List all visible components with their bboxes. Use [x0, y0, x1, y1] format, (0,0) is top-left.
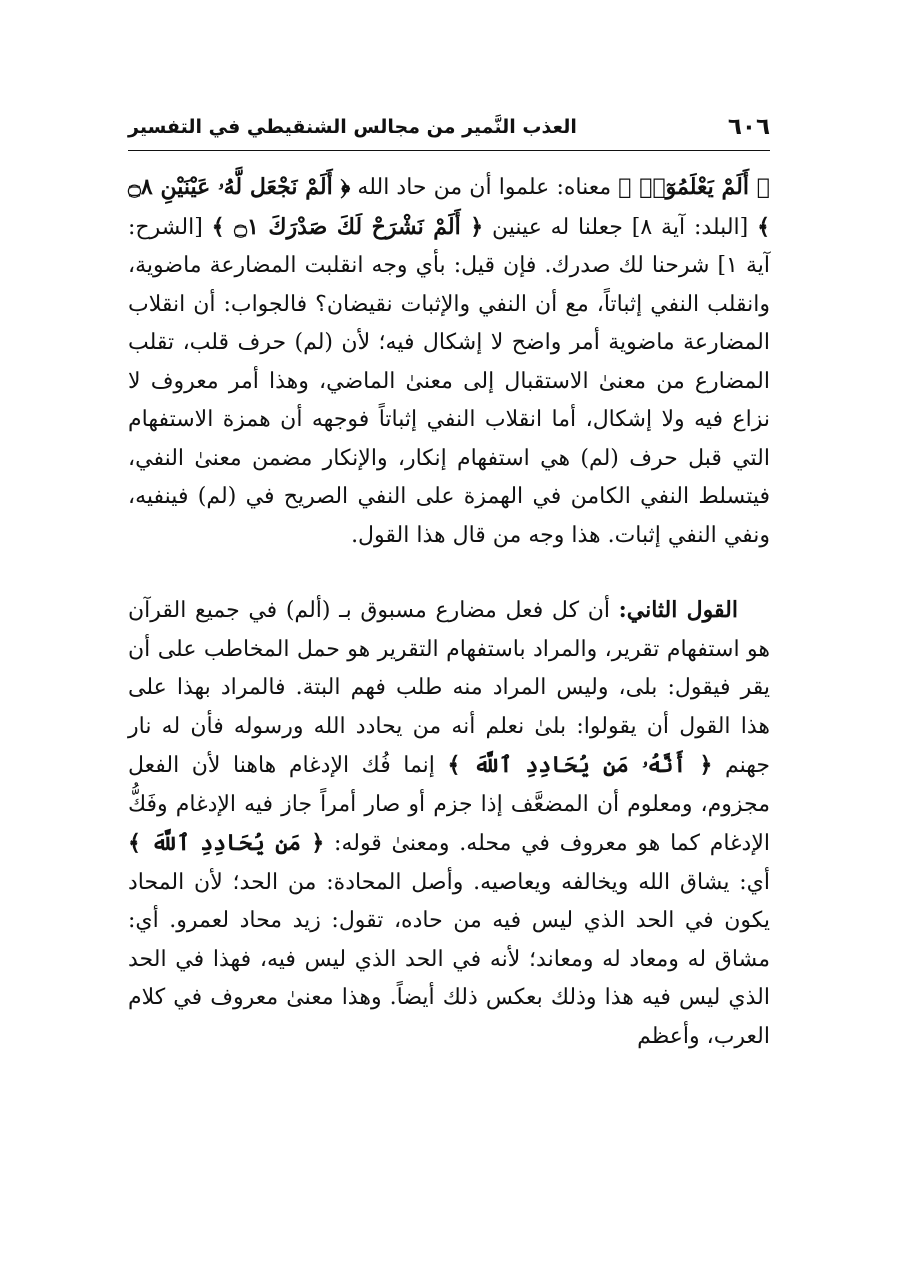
- page-body: [128, 168, 770, 1056]
- body-text: [الشرح: آية ١] شرحنا لك صدرك. فإن قيل: بأي وجه انقلبت المضارعة ماضوية، وانقلب النفي إثباتاً، مع أن النفي والإثبات نقيضان؟ فالجواب: أن انقلاب المضارعة ماضوية أمر واضح لا إشكال فيه؛ لأن (لم) حرف قلب، تقلب المضارع من معنىٰ الاستقبال إلى معنىٰ الماضي، وهذا أمر معروف لا نزاع فيه ولا إشكال، أما انقلاب النفي إثباتاً فوجهه أن همزة الاستفهام التي قبل حرف (لم) هي استفهام إنكار، والإنكار مضمن معنىٰ النفي، فيتسلط النفي الكامن في الهمزة على النفي الصريح في (لم) فينفيه، ونفي النفي إثبات. هذا وجه من قال هذا القول.: [128, 214, 770, 548]
- body-text: أي: يشاق الله ويخالفه ويعاصيه. وأصل المحادة: من الحد؛ لأن المحاد يكون في الحد الذي ليس فيه من حاده، تقول: زيد محاد لعمرو. أي: مشاق له ومعاد له ومعاند؛ لأنه في الحد الذي ليس فيه، فهذا في الحد الذي ليس فيه هذا وذلك بعكس ذلك أيضاً. وهذا معنىٰ معروف في كلام العرب، وأعظم: [128, 869, 770, 1049]
- quran-quote: ﴿ أَلَمْ نَجْعَل لَّهُۥ عَيْنَيْنِ ۝٨ ﴾: [128, 174, 770, 240]
- quran-quote: ﴿ أَلَمْ نَشْرَحْ لَكَ صَدْرَكَ ۝١ ﴾: [211, 213, 484, 240]
- body-text: إنما فُك الإدغام هاهنا لأن الفعل مجزوم، ومعلوم أن المضعَّف إذا جزم أو صار أمراً جاز فيه الإدغام وفَكُّ الإدغام كما هو معروف في محله. ومعنىٰ قوله:: [128, 753, 770, 856]
- quran-quote: ﴿ أَنَّهُۥ مَن يُحَادِدِ ٱللَّهَ ﴾: [447, 752, 713, 778]
- quran-quote: ﴿ مَن يُحَادِدِ ٱللَّهَ ﴾: [128, 830, 325, 856]
- body-text: [البلد: آية ٨] جعلنا له عينين: [483, 214, 758, 240]
- body-text: أن كل فعل مضارع مسبوق بـ (ألم) في جميع القرآن هو استفهام تقرير، والمراد باستفهام التقرير هو حمل المخاطب على أن يقر فيقول: بلى، وليس المراد منه طلب فهم البتة. فالمراد بهذا على هذا القول أن يقولوا: بلىٰ نعلم أنه من يحادد الله ورسوله فأن له نار جهنم: [128, 598, 771, 778]
- body-text: معناه: علموا أن من حاد الله: [350, 175, 619, 200]
- page-header: [128, 110, 770, 151]
- running-title: العذب النَّمير من مجالس الشنقيطي في التفسير: [128, 116, 577, 138]
- quran-quote: ﴿ أَلَمْ يَعْلَمُوٓا۟ ﴾: [618, 174, 770, 200]
- page-number: ٦٠٦: [727, 114, 770, 140]
- section-lead: القول الثاني:: [618, 597, 738, 623]
- paragraph-1: [128, 168, 770, 555]
- paragraph-2: [128, 591, 770, 1056]
